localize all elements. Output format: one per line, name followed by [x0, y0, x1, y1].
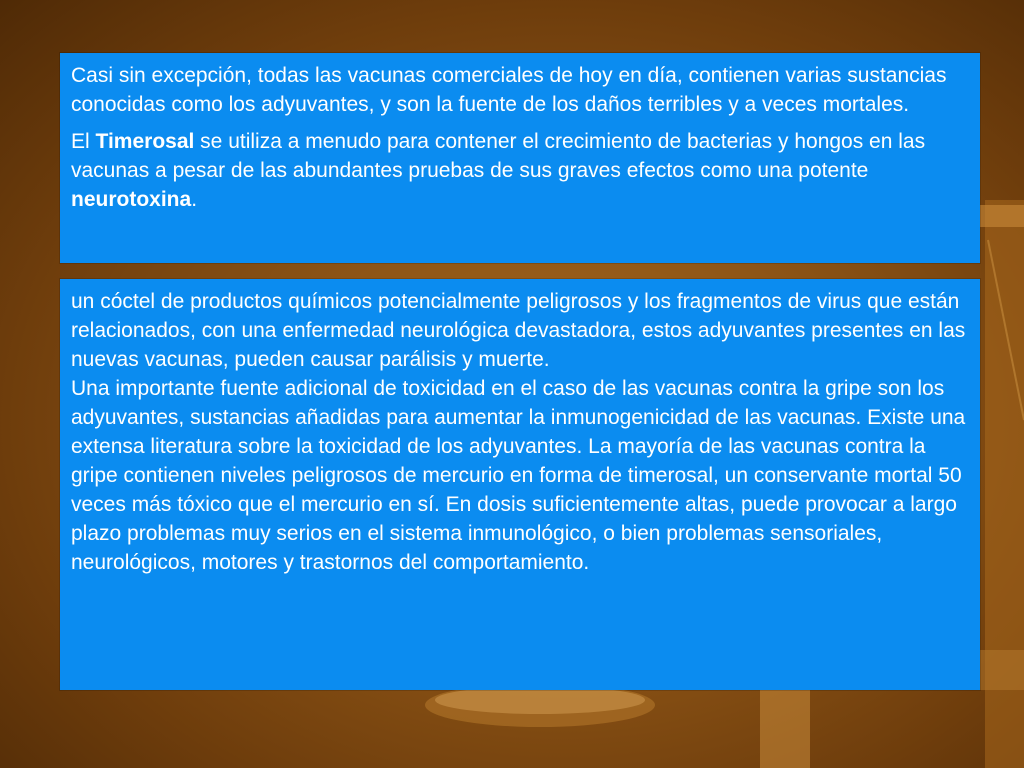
text-box-top: [60, 53, 980, 263]
paragraph-toxicity: Una importante fuente adicional de toxicidad en el caso de las vacunas contra la gripe son los adyuvantes, sustancias añadidas para aumentar la inmunogenicidad de las vacunas. Existe una extensa literatura sobre la toxicidad de los adyuvantes. La mayoría de las vacunas contra la gripe contienen niveles peligrosos de mercurio en forma de timerosal, un conservante mortal 50 veces más tóxico que el mercurio en sí. En dosis suficientemente altas, puede provocar a largo plazo problemas muy serios en el sistema inmunológico, o bien problemas sensoriales, neurológicos, motores y trastornos del comportamiento.: [71, 377, 966, 574]
period: .: [191, 188, 198, 211]
neurotoxina-term: neurotoxina: [71, 188, 192, 211]
timerosal-term: Timerosal: [95, 130, 195, 153]
paragraph-timerosal: [71, 127, 968, 214]
timerosal-prefix: El: [71, 130, 96, 153]
timerosal-description: se utiliza a menudo para contener el crecimiento de bacterias y hongos en las vacunas a pesar de las abundantes pruebas de sus graves efectos como una potente: [71, 130, 926, 182]
text-box-bottom: [60, 279, 980, 690]
paragraph-cocktail: un cóctel de productos químicos potencialmente peligrosos y los fragmentos de virus que están relacionados, con una enfermedad neurológica devastadora, estos adyuvantes presentes en las nuevas vacunas, pueden causar parálisis y muerte.: [71, 290, 966, 371]
paragraph-vaccines-intro: Casi sin excepción, todas las vacunas comerciales de hoy en día, contienen varias sustancias conocidas como los adyuvantes, y son la fuente de los daños terribles y a veces mortales.: [71, 64, 947, 116]
